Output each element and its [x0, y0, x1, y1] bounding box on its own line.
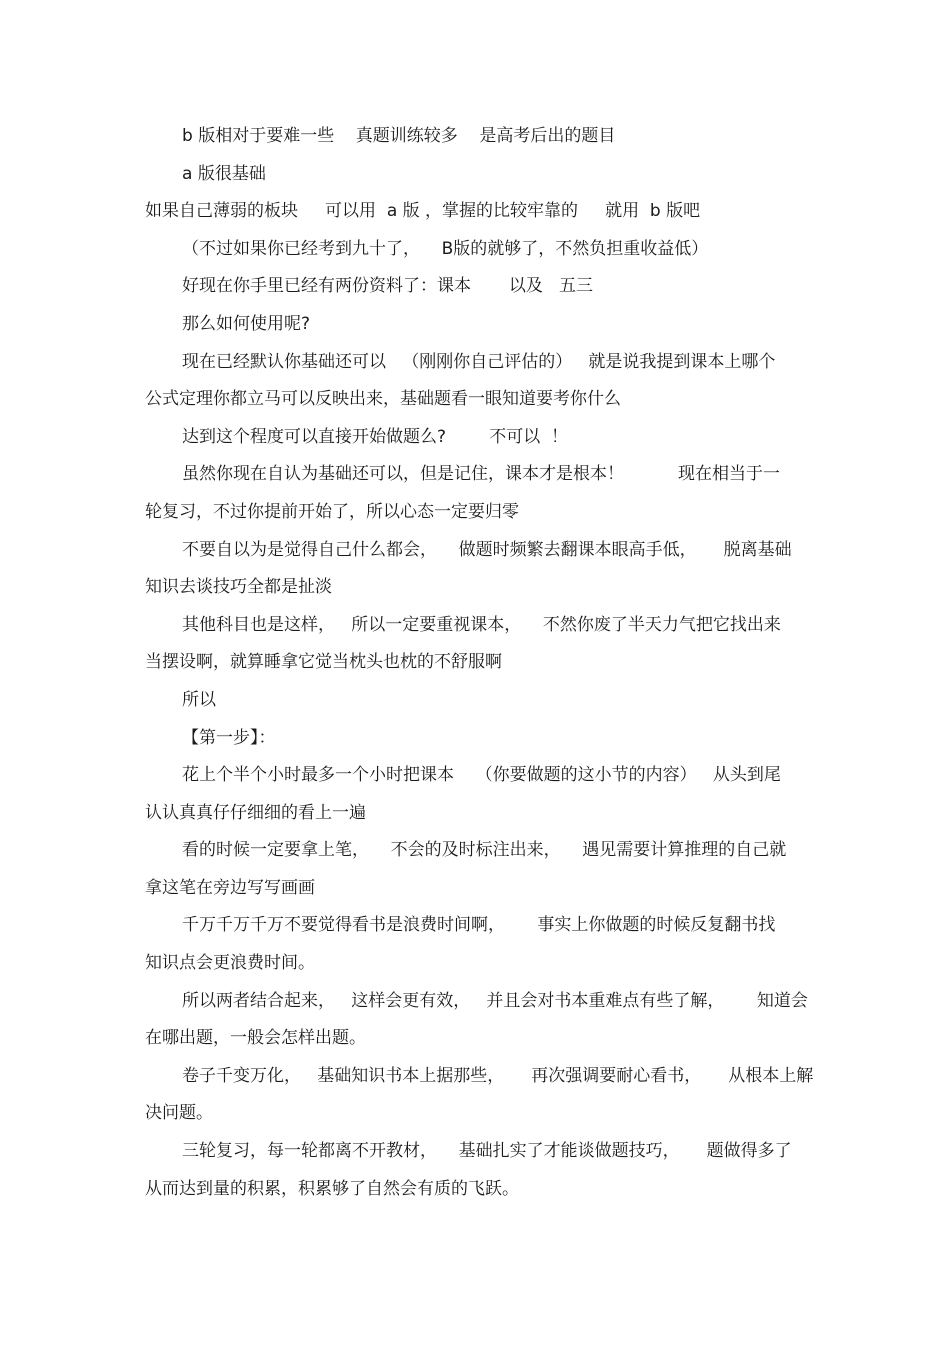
text-line: 不要自以为是觉得自己什么都会， 做题时频繁去翻课本眼高手低， 脱离基础 [182, 539, 792, 560]
text-line: 决问题。 [145, 1103, 213, 1124]
text-line: 如果自己薄弱的板块 可以用 a 版 ，掌握的比较牢靠的 就用 b 版吧 [145, 201, 701, 222]
text-line: 所以 [182, 689, 216, 710]
text-line: 从而达到量的积累，积累够了自然会有质的飞跃。 [145, 1178, 519, 1199]
text-line: 虽然你现在自认为基础还可以，但是记住，课本才是根本！ 现在相当于一 [182, 464, 781, 485]
text-line: 现在已经默认你基础还可以 （刚刚你自己评估的） 就是说我提到课本上哪个 [182, 351, 776, 372]
text-line: a 版很基础 [182, 163, 266, 184]
text-line: 其他科目也是这样， 所以一定要重视课本， 不然你废了半天力气把它找出来 [182, 614, 781, 635]
text-line: 当摆设啊，就算睡拿它觉当枕头也枕的不舒服啊 [145, 652, 502, 673]
text-line: 拿这笔在旁边写写画画 [145, 877, 315, 898]
text-line: 所以两者结合起来， 这样会更有效， 并且会对书本重难点有些了解， 知道会 [182, 990, 808, 1011]
text-line: 卷子千变万化， 基础知识书本上据那些， 再次强调要耐心看书， 从根本上解 [182, 1065, 814, 1086]
text-line: 千万千万千万不要觉得看书是浪费时间啊， 事实上你做题的时候反复翻书找 [182, 915, 776, 936]
text-line: 达到这个程度可以直接开始做题么? 不可以 ！ [182, 426, 569, 447]
text-line: 在哪出题，一般会怎样出题。 [145, 1028, 366, 1049]
text-line: 看的时候一定要拿上笔， 不会的及时标注出来， 遇见需要计算推理的自己就 [182, 840, 787, 861]
text-line: 【第一步】： [182, 727, 276, 748]
text-line: 好现在你手里已经有两份资料了：课本 以及 五三 [182, 276, 594, 297]
text-line: 知识点会更浪费时间。 [145, 953, 315, 974]
text-line: 轮复习，不过你提前开始了，所以心态一定要归零 [145, 501, 519, 522]
text-line: b 版相对于要难一些 真题训练较多 是高考后出的题目 [182, 126, 616, 146]
text-line: 认认真真仔仔细细的看上一遍 [145, 802, 366, 823]
text-line: （不过如果你已经考到九十了， B版的就够了，不然负担重收益低） [182, 238, 709, 259]
document-body [145, 118, 815, 1208]
text-line: 知识去谈技巧全都是扯淡 [145, 577, 332, 598]
text-line: 那么如何使用呢? [182, 313, 311, 334]
text-line: 公式定理你都立马可以反映出来，基础题看一眼知道要考你什么 [145, 389, 621, 410]
text-line: 三轮复习，每一轮都离不开教材， 基础扎实了才能谈做题技巧， 题做得多了 [182, 1141, 792, 1162]
text-line: 花上个半个小时最多一个小时把课本 （你要做题的这小节的内容） 从头到尾 [182, 765, 781, 786]
